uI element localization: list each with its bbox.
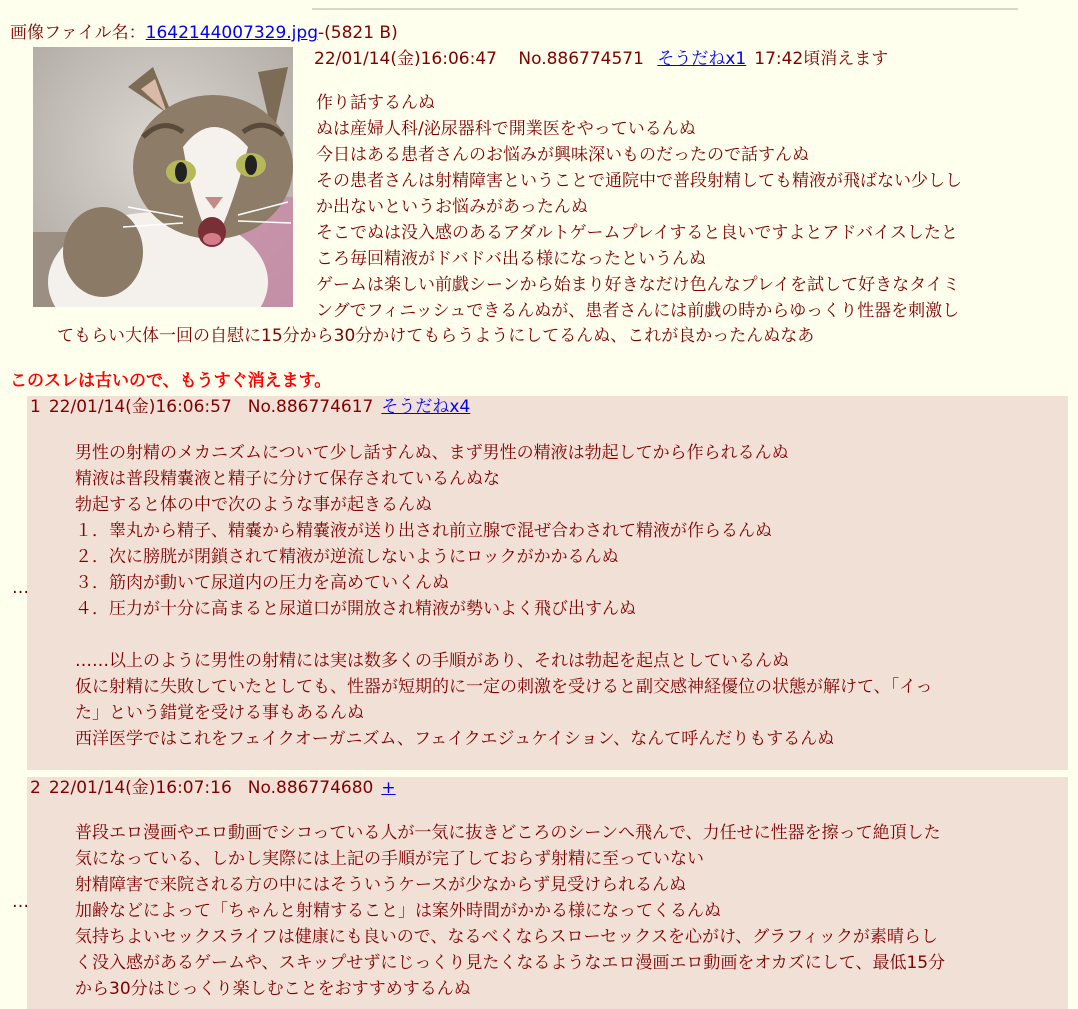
reply-line: 普段エロ漫画やエロ動画でシコっている人が一気に抜きどころのシーンへ飛んで、力任せに性器を擦って絶頂した (75, 823, 941, 843)
op-line: 今日はある患者さんのお悩みが興味深いものだったので話すんぬ (316, 145, 809, 165)
op-body (316, 90, 1020, 324)
thread-expiry-warning: このスレは古いので、もうすぐ消えます。 (10, 371, 332, 391)
reply-body (75, 820, 1065, 1002)
reply-line: ……以上のように男性の射精には実は数多くの手順があり、それは勃起を起点としているんぬ (75, 651, 789, 671)
reply-ellipsis: … (12, 892, 29, 912)
reply-line: 西洋医学ではこれをフェイクオーガニズム、フェイクエジュケイション、なんて呼んだりもするんぬ (75, 729, 835, 749)
reply-number[interactable]: No.886774617 (247, 397, 374, 417)
reply-line: 気になっている、しかし実際には上記の手順が完了しておらず射精に至っていない (75, 849, 704, 869)
reply-ellipsis: … (12, 578, 29, 598)
op-expire: 17:42頃消えます (754, 49, 889, 69)
reply-line: １．睾丸から精子、精嚢から精嚢液が送り出され前立腺で混ぜ合わされて精液が作らるんぬ (75, 521, 772, 541)
reply-line: 加齢などによって「ちゃんと射精すること」は案外時間がかかる様になってくるんぬ (75, 901, 721, 921)
reply-line (75, 622, 1065, 648)
op-image[interactable] (33, 47, 293, 307)
file-size: -(5821 B) (318, 23, 398, 43)
op-line: ころ毎回精液がドバドバ出る様になったというんぬ (316, 249, 706, 269)
reply-line: 勃起すると体の中で次のような事が起きるんぬ (75, 495, 432, 515)
reply-post (27, 396, 1068, 770)
reply-line: ２．次に膀胱が閉鎖されて精液が逆流しないようにロックがかかるんぬ (75, 547, 619, 567)
reply-soudane-button[interactable]: そうだねx4 (381, 397, 471, 417)
reply-body (75, 440, 1065, 752)
reply-soudane-button[interactable]: + (381, 778, 396, 798)
reply-meta (30, 394, 470, 420)
top-divider (312, 8, 1018, 10)
reply-date: 22/01/14(金)16:07:16 (48, 778, 232, 798)
reply-line: から30分はじっくり楽しむことをおすすめするんぬ (75, 979, 471, 999)
op-soudane-button[interactable]: そうだねx1 (657, 49, 747, 69)
reply-line: 男性の射精のメカニズムについて少し話すんぬ、まず男性の精液は勃起してから作られるんぬ (75, 443, 789, 463)
reply-number[interactable]: No.886774680 (247, 778, 374, 798)
op-line: か出ないというお悩みがあったんぬ (316, 197, 588, 217)
reply-post (27, 777, 1068, 1009)
op-line: その患者さんは射精障害ということで通院中で普段射精しても精液が飛ばない少しし (316, 171, 962, 191)
op-line: ゲームは楽しい前戯シーンから始まり好きなだけ色んなプレイを試して好きなタイミ (316, 275, 960, 295)
reply-line: く没入感があるゲームや、スキップせずにじっくり見たくなるようなエロ漫画エロ動画をオカズにして、最低15分 (75, 953, 946, 973)
op-line: ングでフィニッシュできるんぬが、患者さんには前戯の時からゆっくり性器を刺激し (316, 301, 960, 321)
reply-meta (30, 775, 396, 801)
op-number[interactable]: No.886774571 (518, 49, 644, 69)
op-line: ぬは産婦人科/泌尿器科で開業医をやっているんぬ (316, 119, 696, 139)
file-info (10, 20, 398, 46)
reply-line: 仮に射精に失敗していたとしても、性器が短期的に一定の刺激を受けると副交感神経優位の状態が解けて、「イっ (75, 677, 933, 697)
reply-line: ４．圧力が十分に高まると尿道口が開放され精液が勢いよく飛び出すんぬ (75, 599, 636, 619)
reply-line: 気持ちよいセックスライフは健康にも良いので、なるべくならスローセックスを心がけ、グラフィックが素晴らし (75, 927, 938, 947)
reply-line: 精液は普段精嚢液と精子に分けて保存されているんぬな (75, 469, 500, 489)
reply-date: 22/01/14(金)16:06:57 (48, 397, 232, 417)
reply-line: 射精障害で来院される方の中にはそういうケースが少なからず見受けられるんぬ (75, 875, 687, 895)
op-date: 22/01/14(金)16:06:47 (314, 49, 497, 69)
reply-index: 2 (30, 778, 41, 798)
op-meta (314, 46, 888, 72)
reply-index: 1 (30, 397, 41, 417)
op-line: そこでぬは没入感のあるアダルトゲームプレイすると良いですよとアドバイスしたと (316, 223, 958, 243)
file-label: 画像ファイル名： (10, 23, 146, 43)
reply-line: ３．筋肉が動いて尿道内の圧力を高めていくんぬ (75, 573, 449, 593)
cat-photo-icon (33, 47, 293, 307)
reply-line: た」という錯覚を受ける事もあるんぬ (75, 703, 364, 723)
file-link[interactable]: 1642144007329.jpg (145, 23, 318, 43)
op-line: てもらい大体一回の自慰に15分から30分かけてもらうようにしてるんぬ、これが良かったんぬなあ (57, 326, 815, 346)
op-line: 作り話するんぬ (316, 93, 435, 113)
